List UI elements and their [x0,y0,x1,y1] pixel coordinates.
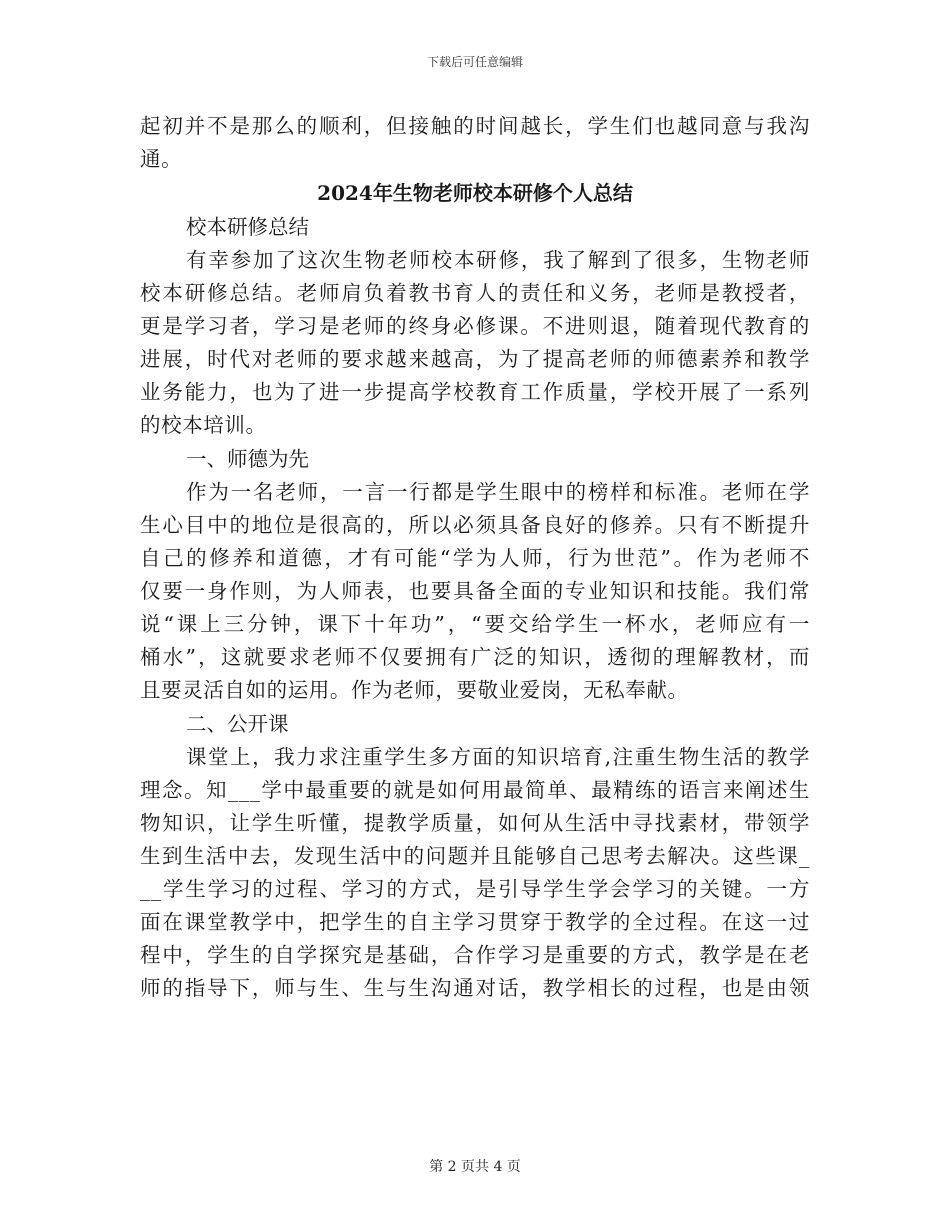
intro-line: 通。 [140,147,183,171]
paragraph-line: 作为一名老师，一言一行都是学生眼中的榜样和标准。老师在学 [186,480,810,504]
paragraph-line: 校本研修总结。老师肩负着教书育人的责任和义务，老师是教授者， [140,281,810,305]
paragraph-line: 仅要一身作则，为人师表，也要具备全面的专业知识和技能。我们常 [140,579,810,603]
section-heading-1: 一、师德为先 [186,447,309,471]
paragraph-line: 进展，时代对老师的要求越来越高，为了提高老师的师德素养和教学 [140,347,810,371]
paragraph-line: 有幸参加了这次生物老师校本研修，我了解到了很多，生物老师 [186,248,810,272]
paragraph-line: 且要灵活自如的运用。作为老师，要敬业爱岗，无私奉献。 [140,678,689,702]
paragraph-line: 桶水”，这就要求老师不仅要拥有广泛的知识，透彻的理解教材，而 [140,645,810,669]
paragraph-line: 师的指导下，师与生、生与生沟通对话，教学相长的过程，也是由领 [140,976,810,1000]
paragraph-line: 生心目中的地位是很高的，所以必须具备良好的修养。只有不断提升 [140,513,810,537]
intro-line: 起初并不是那么的顺利，但接触的时间越长，学生们也越同意与我沟 [140,114,810,138]
paragraph-line: 更是学习者，学习是老师的终身必修课。不进则退，随着现代教育的 [140,314,810,338]
paragraph-1 [140,244,810,442]
paragraph-line: __学生学习的过程、学习的方式，是引导学生学会学习的关键。一方 [140,877,810,901]
paragraph-3 [140,741,810,1005]
document-title: 2024年生物老师校本研修个人总结 [317,181,633,205]
page-header: 下载后可任意编辑 [426,55,523,69]
document-body [140,110,810,1005]
paragraph-line: 面在课堂教学中，把学生的自主学习贯穿于教学的全过程。在这一过 [140,910,810,934]
paragraph-line: 生到生活中去，发现生活中的问题并且能够自己思考去解决。这些课_ [140,844,810,868]
paragraph-line: 课堂上，我力求注重学生多方面的知识培育,注重生物生活的教学 [186,745,810,769]
section-heading-2: 二、公开课 [186,712,289,736]
paragraph-2 [140,476,810,707]
paragraph-line: 业务能力，也为了进一步提高学校教育工作质量，学校开展了一系列 [140,380,810,404]
paragraph-line: 程中，学生的自学探究是基础，合作学习是重要的方式，教学是在老 [140,943,810,967]
paragraph-line: 理念。知___学中最重要的就是如何用最简单、最精练的语言来阐述生 [140,778,810,802]
paragraph-line: 自己的修养和道德，才有可能“学为人师，行为世范”。作为老师不 [140,546,810,570]
page-footer: 第 2 页共 4 页 [429,1159,521,1175]
paragraph-line: 的校本培训。 [140,413,267,437]
subtitle: 校本研修总结 [186,215,309,239]
paragraph-line: 物知识，让学生听懂，提教学质量，如何从生活中寻找素材，带领学 [140,811,810,835]
paragraph-line: 说“课上三分钟，课下十年功”，“要交给学生一杯水，老师应有一 [140,612,810,636]
